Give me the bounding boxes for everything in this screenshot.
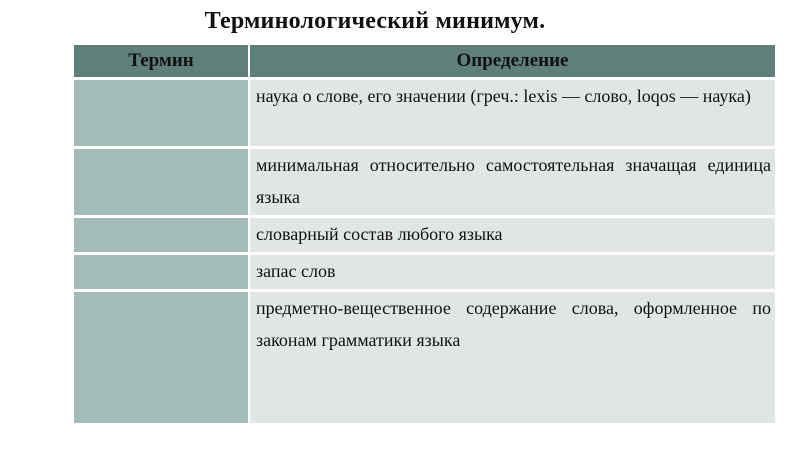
term-cell [74,291,249,425]
table-row [74,79,775,148]
term-cell [74,254,249,291]
definition-cell: наука о слове, его значении (греч.: lexis — слово, loqos — наука) [249,79,775,148]
table-row [74,217,775,254]
table-row [74,254,775,291]
terminology-table [74,45,775,426]
definition-cell: запас слов [249,254,775,291]
table-header-row [74,45,775,79]
term-cell [74,79,249,148]
definition-cell: словарный состав любого языка [249,217,775,254]
table-row [74,148,775,217]
term-cell [74,217,249,254]
column-header-definition: Определение [249,45,775,79]
definition-cell: минимальная относительно самостоятельная значащая единица языка [249,148,775,217]
term-cell [74,148,249,217]
slide-title: Терминологический минимум. [204,8,546,34]
definition-cell: предметно-вещественное содержание слова, оформленное по законам грамматики языка [249,291,775,425]
column-header-term: Термин [74,45,249,79]
table-row [74,291,775,425]
